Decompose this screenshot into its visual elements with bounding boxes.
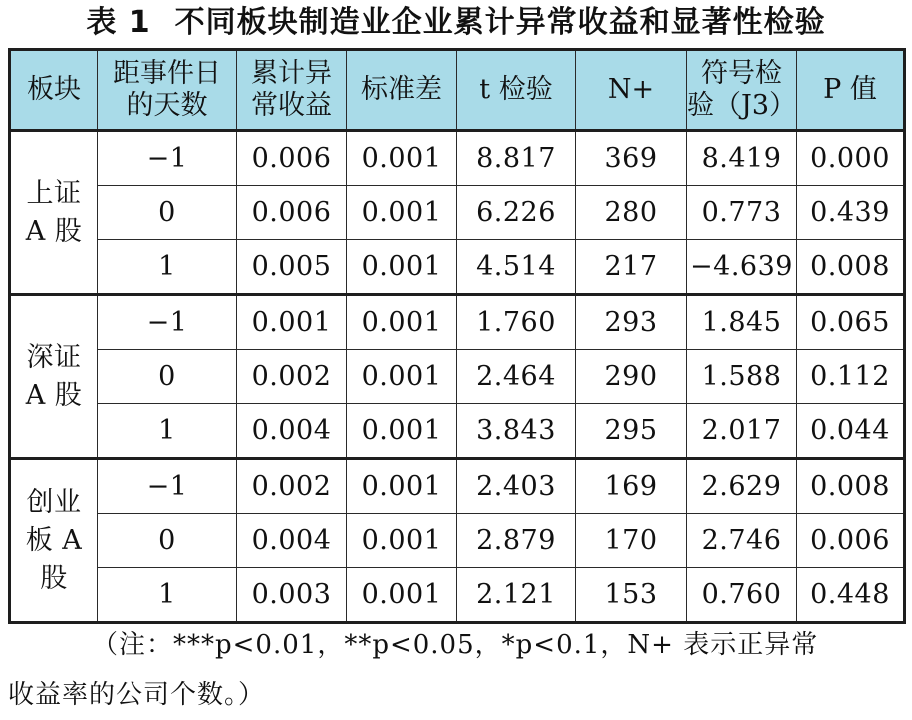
cell-sign-test: 0.773 [687, 186, 797, 240]
cell-p-value: 0.000 [797, 131, 905, 186]
header-car: 累计异 常收益 [237, 50, 347, 131]
cell-days: 0 [98, 350, 237, 404]
header-n-plus: N+ [576, 50, 687, 131]
cell-std-dev: 0.001 [347, 295, 457, 350]
cell-t-test: 1.760 [457, 295, 576, 350]
header-row [10, 50, 905, 131]
table-row [10, 514, 905, 568]
cell-n-plus: 280 [576, 186, 687, 240]
cell-sign-test: 0.760 [687, 568, 797, 623]
cell-car: 0.003 [237, 568, 347, 623]
cell-std-dev: 0.001 [347, 131, 457, 186]
cell-n-plus: 293 [576, 295, 687, 350]
cell-days: 0 [98, 514, 237, 568]
cell-t-test: 2.879 [457, 514, 576, 568]
cell-car: 0.006 [237, 131, 347, 186]
cell-car: 0.001 [237, 295, 347, 350]
results-table [8, 48, 906, 624]
cell-sign-test: 2.746 [687, 514, 797, 568]
cell-car: 0.004 [237, 514, 347, 568]
cell-n-plus: 169 [576, 459, 687, 514]
table-row [10, 350, 905, 404]
cell-std-dev: 0.001 [347, 186, 457, 240]
header-std-dev: 标准差 [347, 50, 457, 131]
cell-car: 0.002 [237, 459, 347, 514]
cell-n-plus: 153 [576, 568, 687, 623]
header-days-to-event: 距事件日 的天数 [98, 50, 237, 131]
cell-days: 0 [98, 186, 237, 240]
cell-p-value: 0.006 [797, 514, 905, 568]
cell-n-plus: 369 [576, 131, 687, 186]
table-body [10, 131, 905, 623]
cell-days: −1 [98, 295, 237, 350]
cell-t-test: 4.514 [457, 240, 576, 295]
cell-t-test: 3.843 [457, 404, 576, 459]
cell-car: 0.004 [237, 404, 347, 459]
table-caption: 不同板块制造业企业累计异常收益和显著性检验 [174, 5, 826, 40]
cell-days: 1 [98, 568, 237, 623]
note-line-2: 收益率的公司个数。） [8, 680, 266, 710]
cell-car: 0.002 [237, 350, 347, 404]
table-row [10, 404, 905, 459]
cell-t-test: 2.403 [457, 459, 576, 514]
table-number: 表 1 [86, 5, 151, 40]
cell-std-dev: 0.001 [347, 568, 457, 623]
cell-car: 0.006 [237, 186, 347, 240]
cell-n-plus: 217 [576, 240, 687, 295]
table-row [10, 568, 905, 623]
cell-days: −1 [98, 459, 237, 514]
table-note [0, 620, 912, 720]
table-row [10, 459, 905, 514]
cell-p-value: 0.008 [797, 240, 905, 295]
cell-t-test: 2.121 [457, 568, 576, 623]
cell-std-dev: 0.001 [347, 459, 457, 514]
cell-t-test: 2.464 [457, 350, 576, 404]
cell-p-value: 0.044 [797, 404, 905, 459]
cell-p-value: 0.439 [797, 186, 905, 240]
cell-p-value: 0.112 [797, 350, 905, 404]
cell-std-dev: 0.001 [347, 404, 457, 459]
board-cell: 上证 A 股 [10, 131, 98, 295]
note-line-1: （注：***p<0.01，**p<0.05，*p<0.1，N+ 表示正异常 [92, 630, 819, 660]
cell-n-plus: 290 [576, 350, 687, 404]
cell-car: 0.005 [237, 240, 347, 295]
cell-days: 1 [98, 404, 237, 459]
table-row [10, 240, 905, 295]
cell-sign-test: 2.629 [687, 459, 797, 514]
board-cell: 创业 板 A 股 [10, 459, 98, 623]
cell-std-dev: 0.001 [347, 240, 457, 295]
header-p-value: P 值 [797, 50, 905, 131]
cell-std-dev: 0.001 [347, 350, 457, 404]
header-sign-test: 符号检 验（J3） [687, 50, 797, 131]
table-row [10, 131, 905, 186]
cell-days: 1 [98, 240, 237, 295]
header-board: 板块 [10, 50, 98, 131]
cell-p-value: 0.448 [797, 568, 905, 623]
cell-t-test: 8.817 [457, 131, 576, 186]
cell-n-plus: 170 [576, 514, 687, 568]
cell-n-plus: 295 [576, 404, 687, 459]
cell-t-test: 6.226 [457, 186, 576, 240]
board-cell: 深证 A 股 [10, 295, 98, 459]
cell-sign-test: −4.639 [687, 240, 797, 295]
table-row [10, 186, 905, 240]
cell-std-dev: 0.001 [347, 514, 457, 568]
cell-sign-test: 1.588 [687, 350, 797, 404]
cell-sign-test: 1.845 [687, 295, 797, 350]
cell-p-value: 0.008 [797, 459, 905, 514]
cell-sign-test: 2.017 [687, 404, 797, 459]
table-title [0, 2, 912, 44]
cell-sign-test: 8.419 [687, 131, 797, 186]
table-row [10, 295, 905, 350]
cell-p-value: 0.065 [797, 295, 905, 350]
header-t-test: t 检验 [457, 50, 576, 131]
cell-days: −1 [98, 131, 237, 186]
